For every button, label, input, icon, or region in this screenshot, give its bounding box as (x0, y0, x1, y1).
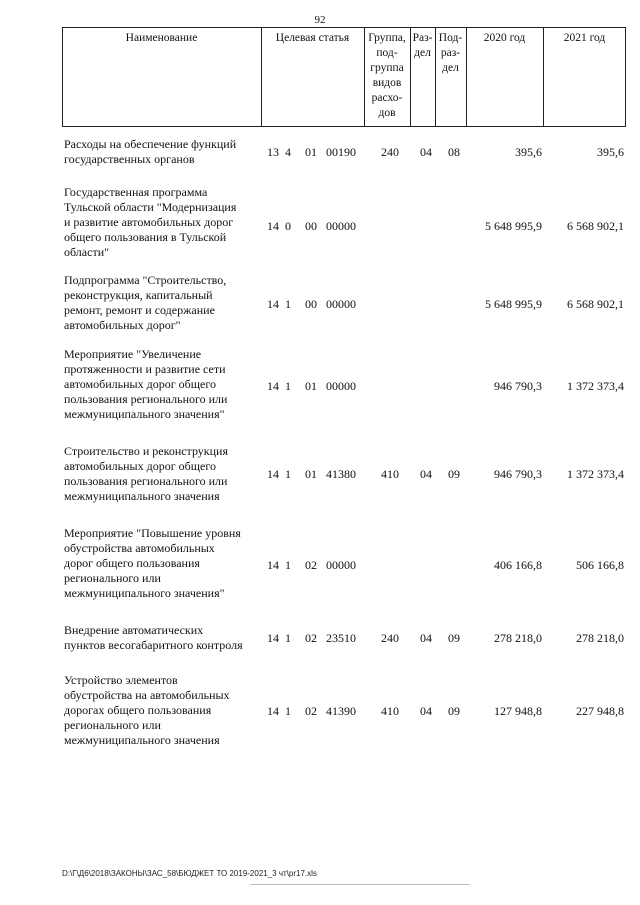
article-event: 02 (305, 558, 317, 572)
table-header (62, 27, 626, 127)
row-name: Внедрение автоматических пунктов весогабаритного контроля (64, 623, 243, 652)
article-event: 01 (305, 145, 317, 159)
article-direction: 00000 (326, 297, 356, 311)
section-code: 04 (420, 704, 432, 718)
article-subprogram: 1 (285, 704, 291, 718)
amount-2021: 395,6 (597, 145, 624, 159)
article-program: 14 (267, 219, 279, 233)
amount-2020: 395,6 (515, 145, 542, 159)
article-subprogram: 0 (285, 219, 291, 233)
article-program: 14 (267, 297, 279, 311)
article-subprogram: 1 (285, 467, 291, 481)
article-program: 14 (267, 558, 279, 572)
article-subprogram: 1 (285, 379, 291, 393)
table-row (62, 273, 626, 333)
article-program: 14 (267, 631, 279, 645)
article-direction: 41380 (326, 467, 356, 481)
amount-2020: 946 790,3 (494, 467, 542, 481)
amount-2020: 946 790,3 (494, 379, 542, 393)
amount-2020: 406 166,8 (494, 558, 542, 572)
table-row (62, 526, 626, 601)
article-event: 02 (305, 704, 317, 718)
section-code: 04 (420, 467, 432, 481)
amount-2021: 227 948,8 (576, 704, 624, 718)
row-name: Расходы на обеспечение функций государственных органов (64, 137, 237, 166)
article-event: 02 (305, 631, 317, 645)
article-program: 14 (267, 467, 279, 481)
footer-file-path: D:\Г\Д6\2018\ЗАКОНЫ\ЗАС_58\БЮДЖЕТ ТО 2019-2021_3 чт\pr17.xls (62, 869, 317, 878)
table-row (62, 673, 626, 748)
amount-2021: 1 372 373,4 (567, 467, 624, 481)
header-subsection: Под- раз- дел (438, 32, 463, 74)
amount-2021: 6 568 902,1 (567, 219, 624, 233)
table-row (62, 137, 626, 167)
article-subprogram: 1 (285, 558, 291, 572)
scan-artifact-line (250, 884, 470, 885)
page-number: 92 (314, 14, 326, 26)
header-target-article: Целевая статья (275, 32, 350, 44)
header-year-2021: 2021 год (563, 32, 606, 44)
article-direction: 00190 (326, 145, 356, 159)
table-row (62, 347, 626, 422)
header-group: Группа, под- группа видов расхо- дов (368, 32, 406, 119)
article-program: 13 (267, 145, 279, 159)
expense-group: 410 (381, 467, 399, 481)
article-event: 00 (305, 297, 317, 311)
row-name: Строительство и реконструкция автомобильных дорог общего пользования регионального или межмуниципального значения (64, 444, 228, 503)
article-direction: 41390 (326, 704, 356, 718)
expense-group: 240 (381, 631, 399, 645)
header-name: Наименование (125, 32, 198, 44)
subsection-code: 09 (448, 631, 460, 645)
header-year-2020: 2020 год (483, 32, 526, 44)
article-direction: 00000 (326, 558, 356, 572)
amount-2020: 5 648 995,9 (485, 297, 542, 311)
article-direction: 00000 (326, 379, 356, 393)
table-row (62, 185, 626, 260)
article-event: 00 (305, 219, 317, 233)
subsection-code: 08 (448, 145, 460, 159)
row-name: Подпрограмма "Строительство, реконструкция, капитальный ремонт, ремонт и содержание автомобильных дорог" (64, 273, 227, 332)
section-code: 04 (420, 631, 432, 645)
amount-2020: 278 218,0 (494, 631, 542, 645)
article-direction: 23510 (326, 631, 356, 645)
article-subprogram: 4 (285, 145, 291, 159)
article-direction: 00000 (326, 219, 356, 233)
article-event: 01 (305, 467, 317, 481)
amount-2021: 278 218,0 (576, 631, 624, 645)
row-name: Мероприятие "Повышение уровня обустройства автомобильных дорог общего пользования регионального или межмуниципального значения" (64, 526, 241, 600)
amount-2020: 5 648 995,9 (485, 219, 542, 233)
table-row (62, 623, 626, 653)
amount-2021: 1 372 373,4 (567, 379, 624, 393)
expense-group: 410 (381, 704, 399, 718)
article-program: 14 (267, 379, 279, 393)
section-code: 04 (420, 145, 432, 159)
amount-2020: 127 948,8 (494, 704, 542, 718)
row-name: Государственная программа Тульской области "Модернизация и развитие автомобильных дорог общего пользования в Тульской области" (64, 185, 237, 259)
article-subprogram: 1 (285, 297, 291, 311)
subsection-code: 09 (448, 704, 460, 718)
amount-2021: 6 568 902,1 (567, 297, 624, 311)
table-row (62, 444, 626, 504)
header-section: Раз- дел (412, 32, 433, 59)
article-event: 01 (305, 379, 317, 393)
row-name: Устройство элементов обустройства на автомобильных дорогах общего пользования регионального или межмуниципального значения (64, 673, 230, 747)
article-subprogram: 1 (285, 631, 291, 645)
expense-group: 240 (381, 145, 399, 159)
article-program: 14 (267, 704, 279, 718)
subsection-code: 09 (448, 467, 460, 481)
row-name: Мероприятие "Увеличение протяженности и развитие сети автомобильных дорог общего пользования регионального или межмуниципального значения" (64, 347, 228, 421)
amount-2021: 506 166,8 (576, 558, 624, 572)
